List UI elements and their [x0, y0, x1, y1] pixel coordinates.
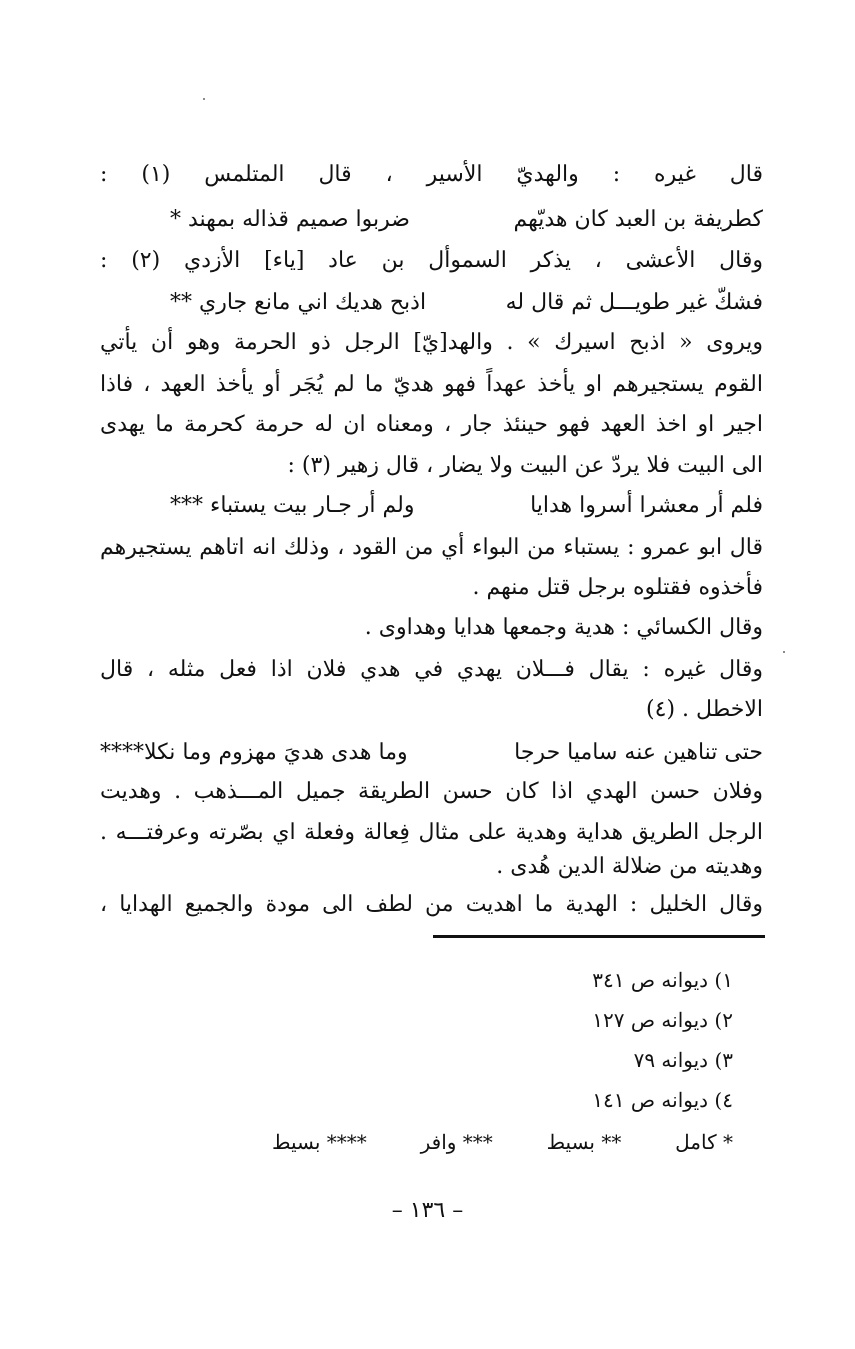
text-line-6: القوم يستجيرهم او يأخذ عهداً فهو هديّ ما لم يُجَر أو يأخذ العهد ، فاذا: [100, 372, 763, 397]
text-line-17: الرجل الطريق هداية وهدية على مثال فِعالة وفعلة اي بصّرته وعرفتـــه .: [100, 820, 763, 845]
text-line-7: اجير او اخذ العهد فهو حينئذ جار ، ومعناه ان له حرمة كحرمة ما يهدى: [100, 412, 763, 437]
footnote-2: ٢) ديوانه ص ١٢٧: [592, 1008, 733, 1032]
verse-4: [100, 738, 763, 768]
verse-3-first-hemistich: فلم أر معشرا أسروا هدايا: [530, 493, 763, 518]
verse-1-first-hemistich: كطريفة بن العبد كان هديّهم: [513, 207, 763, 232]
footnote-3: ٣) ديوانه ٧٩: [633, 1048, 733, 1072]
verse-2: [170, 288, 763, 318]
scan-speck: [203, 98, 205, 100]
meter-1: * كامل: [675, 1130, 733, 1154]
verse-4-first-hemistich: حتى تناهين عنه ساميا حرجا: [514, 740, 763, 765]
verse-1: [170, 205, 763, 235]
scan-speck: [783, 651, 785, 653]
verse-3-second-hemistich: ولم أر جـار بيت يستباء ***: [170, 493, 415, 518]
footnote-4: ٤) ديوانه ص ١٤١: [592, 1088, 733, 1112]
text-line-16: وفلان حسن الهدي اذا كان حسن الطريقة جميل المـــذهب . وهديت: [100, 779, 763, 804]
verse-4-second-hemistich: وما هدى هديَ مهزوم وما نكلا****: [100, 740, 408, 765]
footnote-1: ١) ديوانه ص ٣٤١: [592, 968, 733, 992]
text-line-14: الاخطل . (٤): [646, 697, 763, 722]
verse-1-second-hemistich: ضربوا صميم قذاله بمهند *: [170, 207, 410, 232]
text-line-3: وقال الأعشى ، يذكر السموأل بن عاد [ياء] الأزدي (٢) :: [100, 248, 763, 273]
text-line-8: الى البيت فلا يردّ عن البيت ولا يضار ، قال زهير (٣) :: [287, 453, 763, 478]
footnote-divider: [433, 935, 765, 938]
text-line-12: وقال الكسائي : هدية وجمعها هدايا وهداوى .: [364, 615, 763, 640]
text-line-18: وهديته من ضلالة الدين هُدى .: [496, 854, 763, 879]
page-number: – ١٣٦ –: [391, 1198, 464, 1223]
text-line-10: قال ابو عمرو : يستباء من البواء أي من القود ، وذلك انه اتاهم يستجيرهم: [100, 535, 763, 560]
verse-2-first-hemistich: فشكّ غير طويـــل ثم قال له: [505, 290, 763, 315]
text-line-11: فأخذوه فقتلوه برجل قتل منهم .: [472, 575, 763, 600]
meter-3: *** وافر: [420, 1130, 493, 1154]
verse-2-second-hemistich: اذبح هديك اني مانع جاري **: [170, 290, 427, 315]
text-line-1: قال غيره : والهديّ الأسير ، قال المتلمس (١) :: [100, 162, 763, 187]
text-line-19: وقال الخليل : الهدية ما اهديت من لطف الى مودة والجميع الهدايا ،: [100, 892, 763, 917]
text-line-13: وقال غيره : يقال فـــلان يهدي في هدي فلان اذا فعل مثله ، قال: [100, 657, 763, 682]
meter-2: ** بسيط: [546, 1130, 622, 1154]
verse-3: [170, 491, 763, 521]
meter-4: **** بسيط: [272, 1130, 367, 1154]
text-line-5: ويروى « اذبح اسيرك » . والهد[يّ] الرجل ذو الحرمة وهو أن يأتي: [100, 330, 763, 355]
meter-legend: [272, 1128, 733, 1156]
